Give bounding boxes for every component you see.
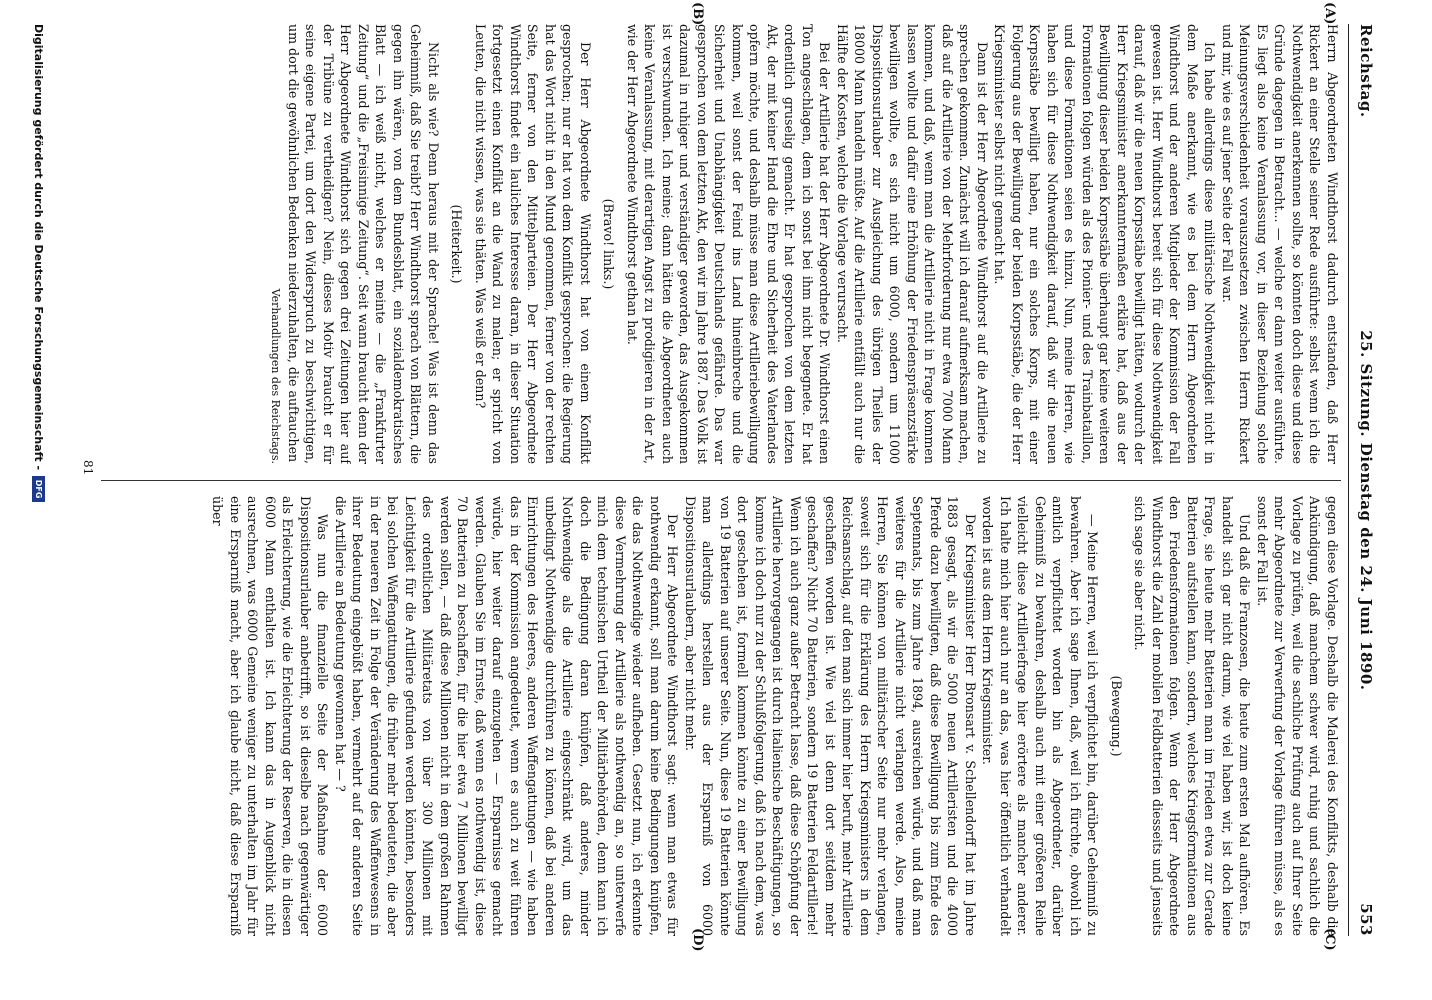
paragraph: Was nun die finanzielle Seite der Maßnahme der 6000 Dispositionsurlauber anbetrifft, so ist dieselbe nach gegenwärtiger als Erleichterung, wie die Erleichterung der Reserven, die in diesen 6000 Mann enthalten ist. Ich kann das in Augenblick nicht ausrechnen, was 6000 Gemeine weniger zu unterhalten im Jahr für eine Ersparniß macht, aber ich glaube nicht, daß diese Ersparniß über (210, 496, 331, 936)
column-signature: Verhandlungen des Reichstags. (269, 288, 283, 464)
digitization-credit (32, 24, 45, 502)
paragraph: Der Herr Abgeordnete Windthorst sagt: wenn man etwas für nothwendig erkannt, soll man darum keine Bedingungen knüpfen, die das Nothwendige wieder aufheben. Gesetzt nun, ich erkennte diese Vermehrung der Artillerie als nothwendig an, so unterwerfe mich dem technischen Urtheil der Militärbehörden, denn kann ich doch die Bedingung daran knüpfen, daß anderes, minder Nothwendige als die Artillerie eingeschränkt wird, um das unbedingt Nothwendige durchführen zu können, daß bei anderen Einrichtungen des Heeres, anderen Waffengattungen — wie haben das in der Kommission angedeutet, wenn es auch zu weit führen würde, hier weiter darauf einzugehen — Ersparnisse gemacht werden. Glauben Sie im Ernste, daß wenn es nothwendig ist, diese 70 Batterien zu beschaffen, für die hier etwa 7 Millionen bewilligt werden sollen, — daß diese Millionen nicht in dem großen Rahmen des ordentlichen Militäretats von über 300 Millionen mit Leichtigkeit für die Artillerie gefunden werden könnten, besonders bei solchen Waffengattungen, die früher mehr bedeuteten, die aber in der neueren Zeit in Folge der Veränderung des Waffenwesens in ihrer Bedeutung eingebüßt haben, vermehrt auf der anderen Seite die Artillerie an Bedeutung gewonnen hat — ? (333, 496, 681, 936)
paragraph: Und daß die Franzosen, die heute zum ersten Mal aufhören. Es handelt sich gar nicht darum, wie viel haben wir, ist doch keine Frage, sie heute mehr Batterien man im Frieden etwa zur Gerade Batterien aufstellen kann, sondern, welches Kriegsformationen aus den Friedensformationen folgen. Wenn der Herr Abgeordnete Windthorst die Zahl der mobilen Feldbatterien diesseits und jenseits sich sage sie aber nicht. (1132, 496, 1253, 936)
marker-a: (A) (1322, 2, 1337, 25)
marker-c: (C) (1322, 928, 1337, 951)
dfg-logo: DFG (32, 476, 45, 502)
paragraph: Der Kriegsminister Herr Bronsart v. Schellendorff hat im Jahre 1883 gesagt, als wir die 5000 neuen Artilleristen und die 4000 Pferde dazu bewilligten, daß diese Bewilligung bis zum Ende des Septennats, bis zum Jahre 1894, ausreichen würde, und daß man weiteres für die Artillerie nicht verlangen werde. Also, meine Herren, Sie können von militärischer Seite nur mehr verlangen, soweit sich für die Erklärung des Herrn Kriegsministers in dem Reichsanschlag, auf den man sich immer hier beruft, mehr Artillerie geschaffen worden ist. Wie viel ist denn dort seitdem mehr geschaffen? Nicht 70 Batterien, sondern 19 Batterien Feldartillerie! Wenn ich auch ganz außer Betracht lasse, daß diese Schöpfung der Artillerie hervorgegangen ist durch italienische Beschäftigungen, so komme ich doch nur zu der Schlußfolgerung, daß ich nach dem, was dort geschehen ist, formell kommen könnte zu einer Bewilligung von 19 Batterien auf unserer Seite. Nun, diese 19 Batterien könnte man allerdings herstellen aus der Ersparniß von 6000 Dispositionsurlaubern, aber nicht mehr. (683, 496, 978, 936)
column-divider (101, 480, 1341, 481)
interjection: (Bravo! links.) (601, 198, 617, 290)
scanned-page (15, 0, 1395, 960)
paragraph: — Meine Herren, weil ich verpflichtet bin, darüber Geheimniß zu bewahren. Aber ich sage Ihnen, daß, weil ich fürchte, obwohl ich amtlich verpflichtet worden bin als Abgeordneter, darüber Geheimniß zu bewahren, deshalb auch mit einer größeren Reihe vielleicht diese Artilleriefrage hier erörtere als mancher anderer. Ich halte mich hier auch nur an das, was hier öffentlich verhandelt worden ist aus dem Herrn Kriegsminister. (980, 496, 1101, 936)
page-header (1353, 24, 1379, 936)
credit-text: Digitalisierung gefördert durch die Deutsche Forschungsgemeinschaft - (32, 24, 45, 471)
header-center: 25. Sitzung. Dienstag den 24. Juni 1890. (1357, 330, 1375, 691)
left-column (101, 24, 1341, 464)
paragraph: Nicht als wie? Denn heraus mit der Sprache! Was ist denn das Geheimniß, daß Sie treibt? Herr Windthorst sprach von Blättern, die gegen ihn wären, von dem Bundesblatt, ein sozialdemokratisches Blatt — ich weiß nicht, welches er meinte — die „Frankfurter Zeitung“ und die „Freisinnige Zeitung“. Seit wann braucht denn der Herr Abgeordnete Windthorst sich gegen drei Zeitungen hier auf der Tribüne zu vertheidigen? Nein, dieses Motiv braucht er für seine eigene Partei, um dort den Widerspruch zu beschwichtigen, um dort die gewöhnlichen Bedenken niederzuhalten, die auftauchen (286, 24, 441, 464)
header-left: Reichstag. (1357, 24, 1375, 118)
page-footer-number: 81 (81, 460, 95, 476)
paragraph: Der Herr Abgeordnete Windthorst hat von einem Konflikt gesprochen; nur er hat von dem Konflikt gesprochen: die Regierung hat das Wort nicht in den Mund genommen, ferner von der rechten Seite, ferner von den Mittelparteien. Der Herr Abgeordnete Windthorst findet ein lauliches Interesse daran, in dieser Situation fortgesetzt einen Konflikt an die Wand zu malen; er spricht von Leuten, die nicht wissen, was sie thäten. Was weiß er denn? (473, 24, 593, 464)
interjection: (Heiterkeit.) (449, 204, 465, 284)
interjection: (Bewegung.) (1109, 675, 1124, 757)
right-column (101, 496, 1341, 936)
paragraph: gegen diese Vorlage. Deshalb die Malerei des Konflikts, deshalb die Ankündigung, daß manchem schwer wird, ruhig und sachlich die Vorlage zu prüfen, weil die sachliche Prüfung auch auf Ihrer Seite mehr Abgeordnete zur Verwerfung der Vorlage führen müsse, als es sonst der Fall ist. (1255, 496, 1340, 936)
marker-b: (B) (690, 2, 705, 26)
header-page-number: 553 (1357, 903, 1375, 936)
header-rule (1348, 24, 1349, 936)
paragraph: Bei der Artillerie hat der Herr Abgeordnete Dr. Windthorst einen Ton angeschlagen, dem ich sonst bei ihm nicht begegnete. Er hat ordentlich gruselig gemacht. Er hat gesprochen von dem letzten Akt, der mit keiner Hand die Ehre und Sicherheit des Vaterlandes opfern möchte, und deshalb müsse man diese Artilleriebewilligung kommen, weil sonst der Feind ins Land hineinbreche und die Sicherheit und Unabhängigkeit Deutschlands gefährde. Das war gesprochen von dem letzten Akt, den wir im Jahre 1887. Das Volk ist dazumal in ruhiger und verständiger geworden, das Ausgekommen ist verschwunden. Ich meine; dann hätten die Abgeordneten auch keine Veranlassung, mit derartigen Angst zu prodigieren in der Art, wie der Herr Abgeordnete Windthorst gethan hat. (625, 24, 833, 464)
paragraph: Ich habe allerdings diese militärische Nothwendigkeit nicht in dem Maße anerkannt, wie es bei dem Herrn Abgeordneten Windthorst und der anderen Mitglieder der Kommission der Fall gewesen ist. Herr Windthorst bereit sich für diese Nothwendigkeit darauf, daß wir die neuen Korpsstäbe bewilligt hätten, wodurch der Herr Kriegsminister anerkanntermaßen erkläre hat, daß aus der Bewilligung dieser beiden Korpsstäbe überhaupt gar keine weiteren Formationen folgen würden als des Pionier- und des Trainbataillon, und diese Formationen seien es hinzu. Nun, meine Herren, wie haben sich für diese Nothwendigkeit darauf, daß wir die neuen Korpsstäbe bewilligt haben, nur ein solches Korps, mit einer Folgerung aus der Bewilligung der beiden Korpsstäbe, die der Herr Kriegsminister selbst nicht gemacht hat. (992, 24, 1218, 464)
paragraph: Herrn Abgeordneten Windthorst dadurch entstanden, daß Herr Rickert an einer Stelle seiner Rede ausführte: selbst wenn ich die Nothwendigkeit anerkennen sollte, so könnten doch diese und diese Gründe dagegen in Betracht... — welche er dann weiter ausführte. Es liegt also keine Veranlassung vor, in dieser Beziehung solche Meinungsverschiedenheit vorauszusetzen zwischen Herrn Rickert und mir, wie es auf jener Seite der Fall war. (1220, 24, 1340, 464)
marker-d: (D) (690, 928, 705, 952)
paragraph: Dann ist der Herr Abgeordnete Windthorst auf die Artillerie zu sprechen gekommen. Zunächst will ich darauf aufmerksam machen, daß auf die Artillerie von der Mehrforderung nur etwa 7000 Mann kommen, und daß, wenn man die Artillerie nicht in Frage kommen lassen wollte und dafür eine Erhöhung der Friedenspräsenzstärke bewilligen wollte, es sich nicht um 6000, sondern um 11000 Dispositionsurlauber zur Ausgleichung des übrigen Theiles der 18000 Mann handeln müßte. Auf die Artillerie entfällt auch nur die Hälfte der Kosten, welche die Vorlage verursacht. (835, 24, 990, 464)
